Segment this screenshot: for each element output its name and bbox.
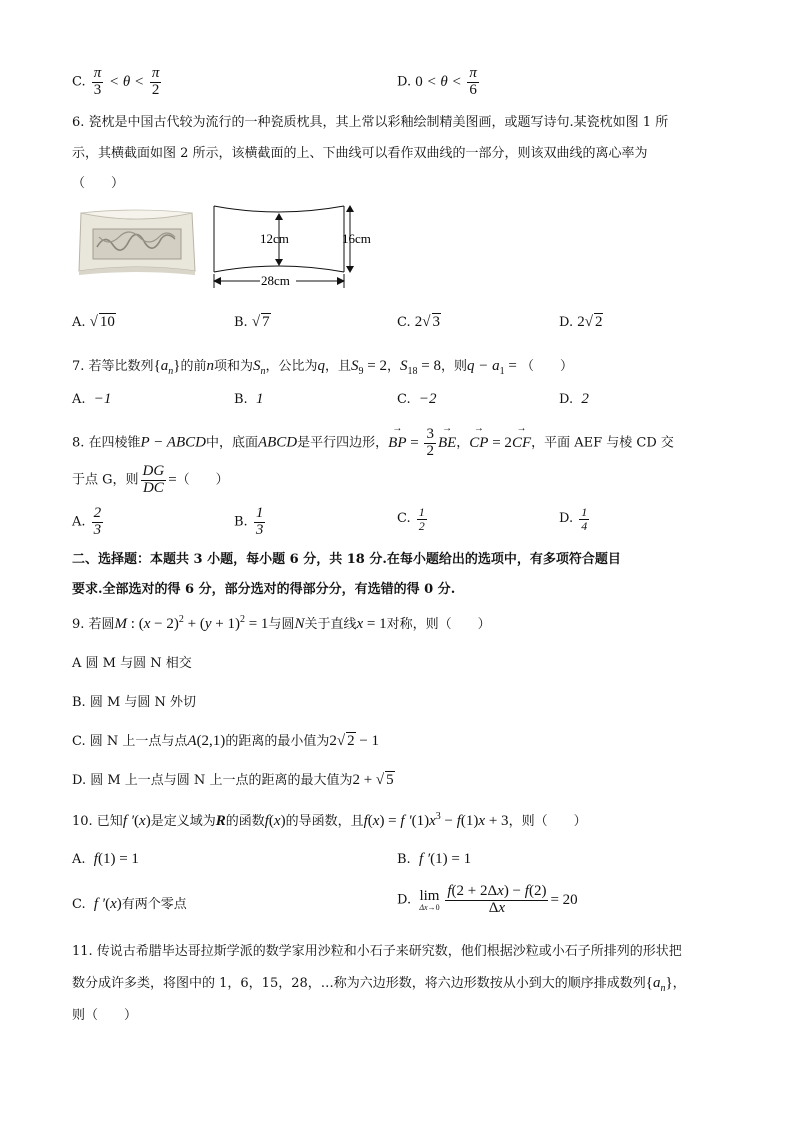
q9-option-a: A 圆 M 与圆 N 相交: [72, 656, 192, 671]
cross-section-diagram: [208, 198, 378, 294]
q8-option-b: B. $\frac{1}{3}$: [234, 505, 264, 538]
q8-option-d: D. $\frac{1}{4}$: [559, 505, 588, 533]
section2-heading-line1: 二、选择题：本题共 3 小题，每小题 6 分，共 18 分.在每小题给出的选项中，有多项符合题目: [72, 552, 621, 567]
q7-option-c: C. −2: [397, 391, 437, 407]
q6-stem-line2: 示，其横截面如图 2 所示，该横截面的上、下曲线可以看作双曲线的一部分，则该双曲线的离心率为: [72, 146, 648, 161]
q6-option-a: A. √ 10: [72, 314, 115, 330]
q8-stem-line1: 8. 在四棱锥P − ABCD中，底面ABCD是平行四边形，→ BP = $\frac{3}{2}$ → BE，→ CP = 2→ CF，平面 AEF 与棱 CD 交: [72, 427, 674, 460]
q6-stem-line1: 6. 瓷枕是中国古代较为流行的一种瓷质枕具，其上常以彩釉绘制精美图画，或题写诗句.某瓷枕如图 1 所: [72, 115, 669, 130]
q8-option-c: C. $\frac{1}{2}$: [397, 505, 425, 533]
q10-option-a: A. f(1) = 1: [72, 851, 139, 867]
q7-option-d: D. 2: [559, 391, 589, 407]
q9-stem: 9. 若圆M : $(x - 2)^2 + (y + 1)^2 = 1$与圆N关于直线x = 1对称，则（ ）: [72, 614, 491, 632]
inner-height-label: 12cm: [260, 231, 289, 246]
section2-heading-line2: 要求.全部选对的得 6 分，部分选对的得部分分，有选错的得 0 分.: [72, 582, 456, 597]
q5-option-d: D. 0 < θ < $\frac{\pi}{6}$: [397, 66, 481, 99]
outer-height-label: 16cm: [342, 231, 371, 246]
q7-option-b: B. 1: [234, 391, 264, 407]
q9-option-d: D. 圆 M 上一点与圆 N 上一点的距离的最大值为2 + √ 5: [72, 772, 394, 788]
q7-stem: 7. 若等比数列$\{a_n\}$的前n项和为$S_n$，公比为q，且$S_9 = 2$，$S_{18} = 8$，则$q - a_1$ = （ ）: [72, 358, 573, 377]
pillow-photo: [77, 207, 196, 280]
q11-stem-line2: 数分成许多类，将图中的 1，6，15，28，…称为六边形数，将六边形数按从小到大的顺序排成数列$\{a_n\}$，: [72, 975, 686, 994]
q5-option-c: C. $\frac{\pi}{3}$ < θ < $\frac{\pi}{2}$: [72, 66, 163, 99]
q11-stem-line3: 则（ ）: [72, 1008, 138, 1023]
q10-option-d: D. lim Δx→0 $\frac{f(2 + 2\Delta x) - f(2)}{\Delta x}$ = 20: [397, 883, 578, 916]
q5-option-d-math: 0 < θ < $\frac{\pi}{6}$: [415, 65, 477, 98]
width-label: 28cm: [261, 273, 290, 288]
q9-option-c: C. 圆 N 上一点与点A(2,1)的距离的最小值为2√ 2 − 1: [72, 733, 380, 749]
q9-option-b: B. 圆 M 与圆 N 外切: [72, 695, 197, 710]
q10-option-b: B. f ′(1) = 1: [397, 851, 472, 867]
q6-blank: （ ）: [72, 176, 125, 191]
q6-option-b: B. √ 7: [234, 314, 270, 330]
q7-option-a: A. −1: [72, 391, 112, 407]
q10-stem: 10. 已知f ′(x)是定义域为R的函数f(x)的导函数，且f(x) = f $'(1)x^3 - f(1)x + 3$，则（ ）: [72, 811, 587, 829]
q8-stem-line2: 于点 G，则 $\frac{DG}{DC}$ =（ ）: [72, 463, 229, 496]
q10-option-c: C. f ′(x)有两个零点: [72, 896, 187, 912]
q6-option-d: D. 2√ 2: [559, 314, 603, 330]
q5-option-c-math: $\frac{\pi}{3}$ < θ < $\frac{\pi}{2}$: [93, 65, 160, 98]
q6-option-c: C. 2√ 3: [397, 314, 440, 330]
q11-stem-line1: 11. 传说古希腊毕达哥拉斯学派的数学家用沙粒和小石子来研究数，他们根据沙粒或小石子所排列的形状把: [72, 944, 682, 959]
q8-option-a: A. $\frac{2}{3}$: [72, 505, 102, 538]
